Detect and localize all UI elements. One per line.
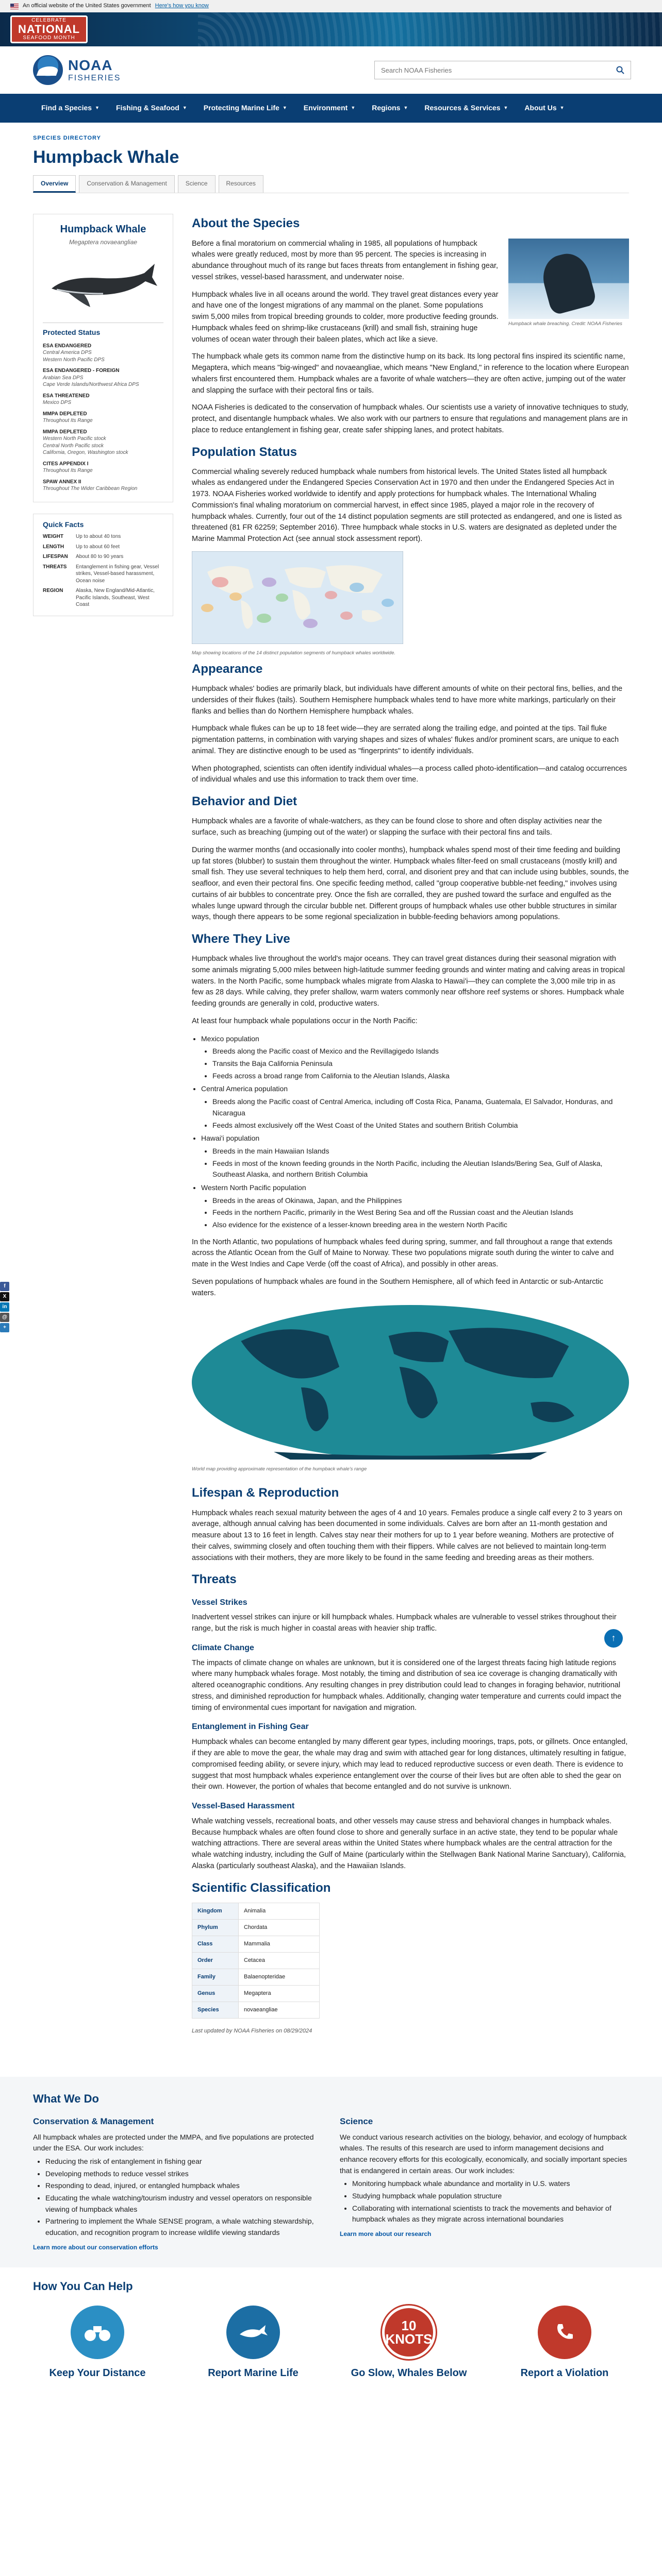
phone-icon bbox=[538, 2306, 591, 2359]
climate-change-heading: Climate Change bbox=[192, 1643, 254, 1652]
nav-label: Environment bbox=[303, 104, 348, 112]
population-name: Western North Pacific population bbox=[201, 1183, 306, 1192]
nav-resources-services[interactable] bbox=[416, 103, 516, 114]
list-item: • Partnering to implement the Whale SENSE program, a whale watching stewardship, education, and recognition program to increase wildlife viewing standards bbox=[45, 2216, 322, 2238]
chevron-down-icon: ▼ bbox=[282, 105, 287, 111]
lifespan-paragraph: Humpback whales reach sexual maturity between the ages of 4 and 10 years. Females produce a single calf every 2 to 3 years on average, although annual calving has been documented in some individuals. Calves are born after an 11-month gestation and measure about 13 to 16 feet in length. Calves stay near their mothers for up to 1 year before weaning. Mothers are protective of their calves, swimming closely and often touching them with their flippers. While calves are not believed to maintain long-term associations with their mothers, they are more likely to be found in the same feeding and breeding areas as their mothers. bbox=[192, 1509, 623, 1562]
tab-science[interactable]: Science bbox=[178, 175, 216, 193]
threat-paragraph: Humpback whales can become entangled by many different gear types, including moorings, traps, pots, or gillnets. Once entangled, if they are able to move the gear, the whale may drag and swim with attached gear for long distances, ultimately resulting in fatigue, compromised feeding ability, or severe injury, which may lead to reduced reproductive success or even death. There is evidence to suggest that most humpback whales experience entanglement over the course of their lives but are often able to shed the gear on their own. However, the portion of whales that become entangled and do not survive is unknown. bbox=[192, 1738, 628, 1791]
where-paragraph: Seven populations of humpback whales are found in the Southern Hemisphere, all of which feed in Antarctic or sub-Antarctic waters. bbox=[192, 1277, 603, 1297]
status-cites bbox=[43, 461, 163, 474]
promo-line3: SEAFOOD MONTH bbox=[23, 35, 75, 41]
dps-map-caption: Map showing locations of the 14 distinct population segments of humpback whales worldwide. bbox=[192, 650, 396, 656]
nav-label: Resources & Services bbox=[424, 104, 501, 112]
classification-heading: Scientific Classification bbox=[192, 1880, 331, 1895]
about-heading: About the Species bbox=[192, 216, 300, 231]
rank-label: Genus bbox=[192, 1985, 239, 2002]
list-item: • Studying humpback whale population structure bbox=[352, 2191, 629, 2202]
status-value[interactable]: Central North Pacific stock bbox=[43, 443, 104, 449]
seafood-month-banner[interactable] bbox=[0, 12, 662, 46]
where-section bbox=[192, 929, 629, 1476]
rank-label: Order bbox=[192, 1952, 239, 1969]
logo-sub-text: FISHERIES bbox=[68, 73, 121, 82]
population-detail: • Breeds along the Pacific coast of Mexico and the Revillagigedo Islands bbox=[212, 1046, 629, 1057]
science-column bbox=[340, 2115, 629, 2252]
conservation-intro: All humpback whales are protected under the MMPA, and five populations are protected under the ESA. Our work includes: bbox=[33, 2132, 314, 2153]
species-common-name: Humpback Whale bbox=[60, 224, 146, 235]
north-pacific-populations bbox=[201, 1033, 629, 1231]
population-detail: • Breeds in the areas of Okinawa, Japan, and the Philippines bbox=[212, 1195, 629, 1207]
fact-key: THREATS bbox=[43, 564, 67, 570]
share-icon[interactable]: + bbox=[0, 1323, 9, 1332]
speed-icon bbox=[382, 2306, 436, 2359]
status-label: ESA ENDANGERED - FOREIGN bbox=[43, 368, 120, 374]
whale-icon bbox=[226, 2306, 280, 2359]
population-paragraph: Commercial whaling severely reduced humpback whale numbers from historical levels. The United States listed all humpback whales as endangered under the Endangered Species Conservation Act in 1970 and then under the Endangered Species Act in 1973. NOAA Fisheries worked worldwide to identify and apply protections for humpback whales. The International Whaling Commission's final whaling moratorium on commercial harvest, in effect since 1985, played a major role in the recovery of humpback whales. Currently, four out of the 14 distinct population segments are still protected as endangered, and one is listed as threatened (81 FR 62259; September 2016). Three humpback whale stocks in U.S. waters are designated as depleted under the Marine Mammal Protection Act (see annual stock assessment report). bbox=[192, 467, 622, 544]
speed-sign-text: 10 KNOTS bbox=[385, 2318, 433, 2347]
how-you-know-link[interactable]: Here's how you know bbox=[155, 3, 209, 9]
list-item: • Developing methods to reduce vessel strikes bbox=[45, 2168, 322, 2180]
status-esa-threatened bbox=[43, 393, 163, 406]
status-value[interactable]: Throughout Its Range bbox=[43, 468, 93, 474]
rank-value: Mammalia bbox=[239, 1936, 320, 1952]
fact-value: About 80 to 90 years bbox=[76, 554, 124, 560]
appearance-section bbox=[192, 659, 629, 786]
status-value[interactable]: Central America DPS bbox=[43, 350, 92, 356]
social-share-bar bbox=[0, 1282, 11, 1333]
status-value[interactable]: Throughout The Wider Caribbean Region bbox=[43, 486, 138, 492]
population-name: Central America population bbox=[201, 1084, 288, 1093]
fact-key: WEIGHT bbox=[43, 534, 63, 540]
fact-region bbox=[43, 587, 163, 608]
status-label: MMPA DEPLETED bbox=[43, 411, 87, 417]
fact-key: LENGTH bbox=[43, 544, 64, 550]
classification-table bbox=[192, 1903, 320, 2019]
humpback-range-map[interactable] bbox=[192, 1305, 629, 1460]
tab-resources[interactable]: Resources bbox=[219, 175, 263, 193]
appearance-paragraph: Humpback whales' bodies are primarily black, but individuals have different amounts of white on their pectoral fins, bellies, and the undersides of their flukes (tails). Southern Hemisphere humpback whales tend to have more white markings, particularly on their flanks and bellies than do Northern Hemisphere humpback whales. bbox=[192, 685, 623, 716]
fact-threats bbox=[43, 564, 163, 585]
chevron-down-icon: ▼ bbox=[403, 105, 408, 111]
rank-label: Kingdom bbox=[192, 1903, 239, 1919]
status-label: ESA ENDANGERED bbox=[43, 343, 92, 349]
facebook-icon[interactable]: f bbox=[0, 1282, 9, 1291]
linkedin-icon[interactable]: in bbox=[0, 1302, 9, 1312]
gov-banner-text: An official website of the United States government bbox=[23, 3, 151, 9]
nav-protecting-marine-life[interactable] bbox=[195, 103, 295, 114]
humpback-whale-illustration bbox=[43, 252, 163, 314]
search-icon[interactable] bbox=[610, 61, 631, 79]
nav-environment[interactable] bbox=[295, 103, 364, 114]
behavior-section bbox=[192, 792, 629, 923]
main-navigation bbox=[0, 94, 662, 123]
population-detail: • Breeds along the Pacific coast of Central America, including off Costa Rica, Panama, Guatemala, El Salvador, Honduras, and Nicaragua bbox=[212, 1096, 629, 1118]
photo-caption: Humpback whale breaching. Credit: NOAA Fisheries bbox=[508, 320, 622, 327]
fact-weight bbox=[43, 533, 163, 540]
population-name: Mexico population bbox=[201, 1034, 259, 1043]
about-section bbox=[192, 214, 629, 442]
harassment-heading: Vessel-Based Harassment bbox=[192, 1802, 295, 1810]
whale-breaching-image[interactable] bbox=[508, 239, 629, 319]
science-learn-more-link[interactable]: Learn more about our research bbox=[340, 2230, 432, 2238]
rank-value: Cetacea bbox=[239, 1952, 320, 1969]
table-row bbox=[192, 1903, 320, 1919]
wave-pattern-decoration bbox=[198, 12, 662, 46]
noaa-emblem-icon bbox=[33, 55, 63, 85]
chevron-down-icon: ▼ bbox=[182, 105, 187, 111]
status-label: SPAW ANNEX II bbox=[43, 479, 81, 485]
help-card-label: Report Marine Life bbox=[208, 2367, 299, 2379]
site-search bbox=[374, 61, 631, 79]
threat-paragraph: The impacts of climate change on whales are unknown, but it is considered one of the largest threats facing high latitude regions where many humpback whales forage. Most notably, the timing and distribution of sea ice coverage is changing dramatically with altered oceanographic conditions. Any resulting changes in prey distribution could lead to changes in foraging behavior, nutritional stress, and diminished reproduction for humpback whales. Additionally, changing water temperature and currents could impact the timing of environmental cues important for navigation and migration. bbox=[192, 1658, 622, 1712]
breadcrumb[interactable]: SPECIES DIRECTORY bbox=[33, 135, 101, 141]
nav-label: Fishing & Seafood bbox=[115, 104, 179, 112]
rank-value: Animalia bbox=[239, 1903, 320, 1919]
status-label: ESA THREATENED bbox=[43, 393, 90, 399]
population-item bbox=[201, 1083, 629, 1131]
where-paragraph: In the North Atlantic, two populations of humpback whales feed during spring, summer, and fall throughout a range that extends across the Atlantic Ocean from the Gulf of Maine to Norway. These two populations migrate south during the winter to calve and mate in the West Indies and Cape Verde (off the coast of Africa), and possibly in other areas. bbox=[192, 1238, 614, 1269]
rank-value: Megaptera bbox=[239, 1985, 320, 2002]
population-detail: • Also evidence for the existence of a lesser-known breeding area in the western North Pacific bbox=[212, 1219, 629, 1231]
threat-paragraph: Whale watching vessels, recreational boats, and other vessels may cause stress and behavioral changes in humpback whales. Because humpback whales are often found close to shore and generally surface in an active state, they tend to be popular whale watching attractions. There are several areas within the United States where humpback whales are the central attraction for the whale watching industry, including the Gulf of Maine (particularly within the Stellwagen Bank National Marine Sanctuary), California, Alaska (particularly southeast Alaska), and the Hawaiian Islands. bbox=[192, 1817, 626, 1870]
nav-label: Find a Species bbox=[41, 104, 92, 112]
tab-overview[interactable]: Overview bbox=[33, 175, 76, 193]
breaching-photo[interactable] bbox=[508, 239, 629, 328]
list-item: • Reducing the risk of entanglement in fishing gear bbox=[45, 2156, 322, 2167]
fact-value: Up to about 40 tons bbox=[76, 534, 121, 540]
page-title: Humpback Whale bbox=[33, 147, 179, 167]
x-twitter-icon[interactable]: X bbox=[0, 1292, 9, 1301]
tab-conservation-management[interactable]: Conservation & Management bbox=[79, 175, 174, 193]
table-row bbox=[192, 1985, 320, 2002]
fact-value: Alaska, New England/Mid-Atlantic, Pacific Islands, Southeast, West Coast bbox=[76, 588, 155, 608]
threats-section bbox=[192, 1570, 629, 1872]
status-mmpa-depleted-stocks bbox=[43, 429, 163, 456]
protected-status-heading: Protected Status bbox=[43, 323, 163, 338]
dps-world-map[interactable] bbox=[192, 551, 403, 644]
what-we-do-section bbox=[0, 2077, 662, 2267]
about-paragraph: The humpback whale gets its common name from the distinctive hump on its back. Its long pectoral fins inspired its scientific name, Megaptera, which means "big-winged" and novaeangliae, which means "New England," in reference to the location where European whalers first encountered them. Humpback whales are a favorite of whale watchers—they are often active, jumping out of the water and slapping the surface with their pectoral fins or tails. bbox=[192, 352, 629, 395]
status-value[interactable]: Cape Verde Islands/Northwest Africa DPS bbox=[43, 382, 139, 388]
table-row bbox=[192, 1952, 320, 1969]
promo-line2: NATIONAL bbox=[18, 23, 80, 36]
about-paragraph: Humpback whales live in all oceans around the world. They travel great distances every year and have one of the longest migrations of any mammal on the planet. Some populations swim 5,000 miles from tropical breeding grounds to colder, more productive feeding grounds. Humpback whales feed on shrimp-like crustaceans (krill) and small fish, straining huge volumes of ocean water through their baleen plates, which act like a sieve. bbox=[192, 290, 499, 344]
population-detail: • Feeds in the northern Pacific, primarily in the West Bering Sea and off the Russian coast and the Aleutian Islands bbox=[212, 1207, 629, 1218]
quick-facts bbox=[33, 514, 173, 616]
species-sidebar bbox=[33, 214, 173, 2036]
population-item bbox=[201, 1133, 629, 1180]
table-row bbox=[192, 1919, 320, 1936]
population-detail: • Feeds almost exclusively off the West Coast of the United States and southern British Columbia bbox=[212, 1120, 629, 1131]
species-scientific-name: Megaptera novaeangliae bbox=[69, 239, 138, 246]
rank-value: Chordata bbox=[239, 1919, 320, 1936]
science-heading: Science bbox=[340, 2116, 373, 2127]
appearance-paragraph: Humpback whale flukes can be up to 18 feet wide—they are serrated along the trailing edge, and pointed at the tips. Tail fluke pigmentation patterns, in combination with varying shapes and sizes of whales' flukes and/or prominent scars, are unique to each animal. They are distinctive enough to be used as "fingerprints" to identify individuals. bbox=[192, 724, 619, 755]
lifespan-section bbox=[192, 1483, 629, 1564]
status-esa-endangered bbox=[43, 343, 163, 364]
help-card-report-marine-life[interactable] bbox=[189, 2306, 318, 2381]
status-mmpa-depleted bbox=[43, 411, 163, 425]
dps-map-figure[interactable] bbox=[192, 551, 403, 657]
how-you-can-help-section bbox=[0, 2267, 662, 2381]
population-detail: • Breeds in the main Hawaiian Islands bbox=[212, 1146, 629, 1157]
population-detail: • Feeds in most of the known feeding grounds in the North Pacific, including the Aleutian Islands/Bering Sea, Gulf of Alaska, Southeast Alaska, and northern British Columbia bbox=[212, 1158, 629, 1180]
search-input[interactable] bbox=[375, 61, 610, 79]
conservation-column bbox=[33, 2115, 322, 2252]
conservation-list bbox=[45, 2156, 322, 2239]
help-card-label: Report a Violation bbox=[520, 2367, 609, 2379]
status-label: CITES APPENDIX I bbox=[43, 461, 89, 467]
population-item bbox=[201, 1182, 629, 1231]
behavior-paragraph: During the warmer months (and occasionally into cooler months), humpback whales spend most of their time feeding and building up fat stores (blubber) to sustain them throughout the winter. Humpback whales filter-feed on small crustaceans (mostly krill) and small fish. They use several techniques to help them herd, corral, and disorient prey and that can include using bubbles, sounds, the seafloor, and even their pectoral fins. One specific feeding method, called "group cooperative bubble-net feeding," involves using curtains of air bubbles to concentrate prey. Once the fish are corralled, they are pushed toward the surface and engulfed as the whales lunge upward through the circular bubble net. Different groups of humpback whales use other bubble structures in similar ways, though there appears to be some regional specialization in bubble-feeding behaviors among populations. bbox=[192, 845, 629, 922]
rank-value: novaeangliae bbox=[239, 2002, 320, 2019]
population-detail: • Feeds across a broad range from California to the Aleutian Islands, Alaska bbox=[212, 1071, 629, 1082]
email-icon[interactable]: @ bbox=[0, 1313, 9, 1322]
status-value[interactable]: Western North Pacific stock bbox=[43, 436, 106, 442]
range-map-figure[interactable] bbox=[192, 1305, 629, 1476]
chevron-down-icon: ▼ bbox=[95, 105, 100, 111]
rank-label: Class bbox=[192, 1936, 239, 1952]
table-row bbox=[192, 1936, 320, 1952]
lifespan-heading: Lifespan & Reproduction bbox=[192, 1486, 339, 1500]
nav-about-us[interactable] bbox=[516, 103, 572, 114]
entanglement-heading: Entanglement in Fishing Gear bbox=[192, 1722, 309, 1732]
status-value[interactable]: California, Oregon, Washington stock bbox=[43, 450, 128, 456]
chevron-down-icon: ▼ bbox=[559, 105, 565, 111]
conservation-learn-more-link[interactable]: Learn more about our conservation efforts bbox=[33, 2243, 158, 2251]
species-card bbox=[33, 214, 173, 502]
population-name: Hawai'i population bbox=[201, 1134, 260, 1143]
status-esa-endangered-foreign bbox=[43, 367, 163, 388]
rank-label: Family bbox=[192, 1969, 239, 1985]
science-list bbox=[352, 2178, 629, 2225]
seafood-month-badge bbox=[10, 15, 88, 43]
population-section bbox=[192, 443, 629, 657]
what-we-do-heading: What We Do bbox=[33, 2092, 99, 2106]
nav-label: Regions bbox=[372, 104, 401, 112]
nav-label: About Us bbox=[524, 104, 557, 112]
us-flag-icon bbox=[10, 4, 19, 9]
fact-value: Up to about 60 feet bbox=[76, 544, 120, 550]
rank-label: Phylum bbox=[192, 1919, 239, 1936]
species-tabs bbox=[33, 175, 629, 194]
status-value[interactable]: Western North Pacific DPS bbox=[43, 357, 105, 363]
where-paragraph: Humpback whales live throughout the world's major oceans. They can travel great distances during their seasonal migration with some animals migrating 5,000 miles between high-latitude summer feeding grounds and winter mating and calving areas in tropical waters. In the North Pacific, some humpback whales migrate from Alaska to Hawai'i—they can complete the 3,000 mile trip in as few as 28 days. While calving, they prefer shallow, warm waters commonly near offshore reef systems or shores. Humpback whale feeding grounds are generally in cold, productive waters. bbox=[192, 955, 625, 1008]
appearance-heading: Appearance bbox=[192, 662, 263, 676]
nav-regions[interactable] bbox=[363, 103, 416, 114]
population-detail: • Transits the Baja California Peninsula bbox=[212, 1058, 629, 1070]
classification-section bbox=[192, 1878, 629, 2036]
help-card-report-violation[interactable] bbox=[500, 2306, 629, 2381]
appearance-paragraph: When photographed, scientists can often identify individual whales—a process called photo-identification—and catalog occurrences of individual whales and use this information to track them over time. bbox=[192, 764, 627, 784]
threats-heading: Threats bbox=[192, 1572, 237, 1587]
fact-lifespan bbox=[43, 553, 163, 561]
help-card-label: Keep Your Distance bbox=[49, 2367, 146, 2379]
rank-label: Species bbox=[192, 2002, 239, 2019]
threat-paragraph: Inadvertent vessel strikes can injure or kill humpback whales. Humpback whales are vulnerable to vessel strikes throughout their range, but the risk is much higher in coastal areas with heavier ship traffic. bbox=[192, 1613, 617, 1633]
conservation-heading: Conservation & Management bbox=[33, 2116, 154, 2127]
status-spaw bbox=[43, 479, 163, 493]
list-item: • Educating the whale watching/tourism industry and vessel operators on responsible viewing of humpback whales bbox=[45, 2193, 322, 2215]
promo-line1: CELEBRATE bbox=[31, 17, 67, 23]
nav-find-species[interactable] bbox=[33, 103, 108, 114]
list-item: • Monitoring humpback whale abundance and mortality in U.S. waters bbox=[352, 2178, 629, 2190]
gov-banner bbox=[0, 0, 662, 12]
science-intro: We conduct various research activities on the biology, behavior, and ecology of humpback whales. The results of this research are used to inform management decisions and enhance recovery efforts for this ecologically, economically, and socially important species that is endangered in certain areas. Our work includes: bbox=[340, 2132, 627, 2175]
status-value[interactable]: Mexico DPS bbox=[43, 400, 72, 406]
nav-fishing-seafood[interactable] bbox=[108, 103, 195, 114]
help-card-label: Go Slow, Whales Below bbox=[351, 2367, 467, 2379]
quick-facts-heading: Quick Facts bbox=[43, 520, 84, 529]
fact-key: LIFESPAN bbox=[43, 554, 68, 560]
population-item bbox=[201, 1033, 629, 1082]
where-paragraph: At least four humpback whale populations occur in the North Pacific: bbox=[192, 1016, 418, 1025]
range-map-caption: World map providing approximate representation of the humpback whale's range bbox=[192, 1466, 367, 1472]
binoculars-icon bbox=[71, 2306, 124, 2359]
noaa-logo[interactable] bbox=[33, 55, 121, 85]
table-row bbox=[192, 2002, 320, 2019]
chevron-down-icon: ▼ bbox=[503, 105, 508, 111]
behavior-paragraph: Humpback whales are a favorite of whale-watchers, as they can be found close to shore and often display activities near the surface, such as breaching (jumping out of the water) or slapping the surface with their pectoral fins and tails. bbox=[192, 817, 602, 837]
last-updated: Last updated by NOAA Fisheries on 08/29/2024 bbox=[192, 2028, 312, 2035]
list-item: • Responding to dead, injured, or entangled humpback whales bbox=[45, 2180, 322, 2192]
where-heading: Where They Live bbox=[192, 932, 290, 946]
vessel-strikes-heading: Vessel Strikes bbox=[192, 1598, 247, 1607]
rank-value: Balaenopteridae bbox=[239, 1969, 320, 1985]
back-to-top-icon[interactable]: ↑ bbox=[604, 1629, 623, 1648]
nav-label: Protecting Marine Life bbox=[203, 104, 279, 112]
chevron-down-icon: ▼ bbox=[351, 105, 356, 111]
about-paragraph: Before a final moratorium on commercial whaling in 1985, all populations of humpback whales were greatly reduced, most by more than 95 percent. The species is increasing in abundance throughout much of its range but faces threats from entanglement in fishing gear, vessel strikes, vessel-based harassment, and underwater noise. bbox=[192, 239, 499, 281]
behavior-heading: Behavior and Diet bbox=[192, 794, 297, 809]
species-main-content bbox=[192, 214, 629, 2036]
list-item: • Collaborating with international scientists to track the movements and behavior of humpback whales as they migrate across international boundaries bbox=[352, 2203, 629, 2225]
about-paragraph: NOAA Fisheries is dedicated to the conservation of humpback whales. Our scientists use a variety of innovative techniques to study, protect, and disentangle humpback whales. We also work with our partners to ensure that regulations and management plans are in place to reduce entanglement in fishing gear, create safer shipping lanes, and protect habitats. bbox=[192, 403, 628, 434]
status-value[interactable]: Arabian Sea DPS bbox=[43, 375, 84, 381]
fact-key: REGION bbox=[43, 588, 63, 594]
status-label: MMPA DEPLETED bbox=[43, 429, 87, 435]
help-heading: How You Can Help bbox=[33, 2280, 133, 2293]
help-card-go-slow[interactable] bbox=[344, 2306, 473, 2381]
help-card-keep-distance[interactable] bbox=[33, 2306, 162, 2381]
fact-length bbox=[43, 544, 163, 551]
status-value[interactable]: Throughout Its Range bbox=[43, 418, 93, 424]
fact-value: Entanglement in fishing gear, Vessel strikes, Vessel-based harassment, Ocean noise bbox=[76, 564, 159, 584]
table-row bbox=[192, 1969, 320, 1985]
population-heading: Population Status bbox=[192, 445, 297, 459]
site-header bbox=[0, 46, 662, 94]
logo-main-text: NOAA bbox=[68, 57, 113, 73]
